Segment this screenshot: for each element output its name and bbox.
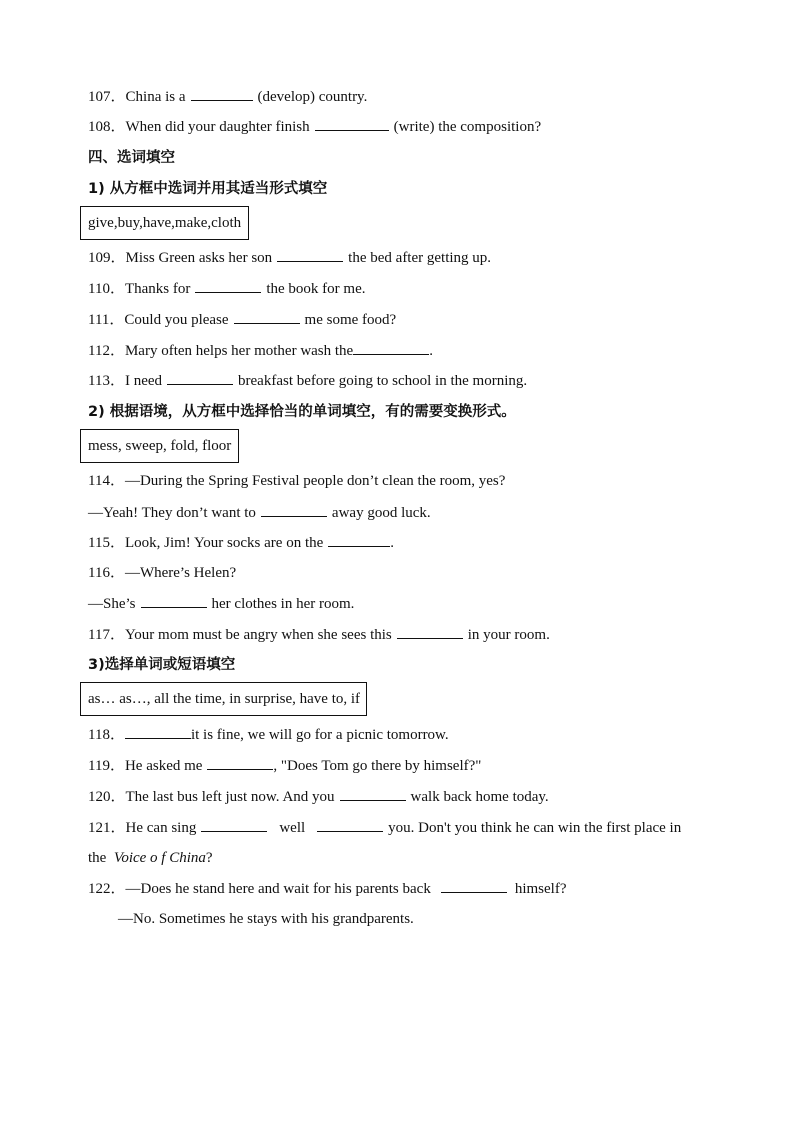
- question-number: 111．: [88, 312, 125, 328]
- question-118: [88, 724, 449, 745]
- question-text: He asked me: [124, 758, 203, 774]
- question-text: Miss Green asks her son: [125, 250, 273, 266]
- part-3-heading: 3)选择单词或短语填空: [88, 657, 236, 673]
- question-text: Mary often helps her mother wash the: [124, 343, 354, 359]
- question-text: He can sing: [125, 820, 197, 836]
- part-2-heading: 2) 根据语境，从方框中选择恰当的单词填空，有的需要变换形式。: [88, 404, 516, 420]
- question-text: the bed after getting up.: [348, 250, 492, 266]
- question-text: —Where’s Helen?: [124, 565, 237, 581]
- question-text: the book for me.: [266, 281, 366, 297]
- question-112: [88, 340, 433, 361]
- question-text: Look, Jim! Your socks are on the: [124, 535, 324, 551]
- question-text: breakfast before going to school in the morning.: [238, 373, 528, 389]
- question-number: 117．: [88, 627, 125, 643]
- part-1-heading: 1) 从方框中选词并用其适当形式填空: [88, 181, 328, 197]
- answer-blank[interactable]: [234, 309, 300, 324]
- question-text: (write) the composition?: [393, 119, 542, 135]
- answer-blank[interactable]: [141, 593, 207, 608]
- question-text: —She’s: [88, 596, 136, 612]
- question-121-continued: [88, 848, 213, 868]
- answer-blank[interactable]: [261, 502, 327, 517]
- question-111: [88, 309, 396, 330]
- question-text: in your room.: [467, 627, 550, 643]
- answer-blank[interactable]: [353, 340, 429, 355]
- question-number: 122．: [88, 881, 126, 897]
- question-text: —Yeah! They don’t want to: [88, 505, 256, 521]
- question-number: 114．: [88, 473, 125, 489]
- question-114-reply: [88, 502, 431, 523]
- question-text: I need: [124, 373, 163, 389]
- question-117: [88, 624, 550, 645]
- question-text: walk back home today.: [410, 789, 549, 805]
- question-number: 109．: [88, 250, 126, 266]
- answer-blank[interactable]: [441, 878, 507, 893]
- answer-blank[interactable]: [201, 817, 267, 832]
- question-number: 113．: [88, 373, 125, 389]
- question-120: [88, 786, 549, 807]
- question-number: 120．: [88, 789, 126, 805]
- question-text: .: [390, 535, 395, 551]
- question-number: 112．: [88, 343, 125, 359]
- answer-blank[interactable]: [195, 278, 261, 293]
- question-text: it is fine, we will go for a picnic tomorrow.: [190, 727, 449, 743]
- question-113: [88, 370, 527, 391]
- answer-blank[interactable]: [125, 724, 191, 739]
- question-text: away good luck.: [331, 505, 431, 521]
- part-2-word-box: mess, sweep, fold, floor: [80, 429, 239, 463]
- question-number: 121．: [88, 820, 126, 836]
- answer-blank[interactable]: [191, 86, 253, 101]
- answer-blank[interactable]: [317, 817, 383, 832]
- question-text: Could you please: [124, 312, 229, 328]
- question-number: 107．: [88, 89, 126, 105]
- question-116: [88, 563, 236, 583]
- question-number: 108．: [88, 119, 126, 135]
- question-number: 119．: [88, 758, 125, 774]
- question-number: 116．: [88, 565, 125, 581]
- part-3-word-box: as… as…, all the time, in surprise, have to, if: [80, 682, 367, 716]
- question-text: —Does he stand here and wait for his parents back: [125, 881, 431, 897]
- question-119: [88, 755, 481, 776]
- question-109: [88, 247, 491, 268]
- question-text: her clothes in her room.: [211, 596, 355, 612]
- question-text: you. Don't you think he can win the first place in: [388, 820, 682, 836]
- question-text: himself?: [514, 881, 567, 897]
- question-text: ?: [205, 850, 213, 866]
- question-text: Thanks for: [124, 281, 191, 297]
- question-107: [88, 86, 367, 107]
- question-115: [88, 532, 394, 553]
- question-122-reply: —No. Sometimes he stays with his grandparents.: [118, 911, 414, 927]
- question-number: 110．: [88, 281, 125, 297]
- question-116-reply: [88, 593, 354, 614]
- question-number: 115．: [88, 535, 125, 551]
- question-text: , "Does Tom go there by himself?": [273, 758, 482, 774]
- question-text: .: [429, 343, 433, 359]
- question-text: (develop) country.: [257, 89, 368, 105]
- answer-blank[interactable]: [315, 116, 389, 131]
- answer-blank[interactable]: [167, 370, 233, 385]
- question-number: 118．: [88, 727, 125, 743]
- answer-blank[interactable]: [207, 755, 273, 770]
- question-110: [88, 278, 366, 299]
- question-122: [88, 878, 567, 899]
- question-text: China is a: [125, 89, 186, 105]
- question-121: [88, 817, 681, 838]
- program-title: Voice o f China: [113, 850, 206, 866]
- question-text: The last bus left just now. And you: [125, 789, 335, 805]
- question-text: —During the Spring Festival people don’t clean the room, yes?: [124, 473, 506, 489]
- answer-blank[interactable]: [328, 532, 390, 547]
- part-1-word-box: give,buy,have,make,cloth: [80, 206, 249, 240]
- section-4-heading: 四、选词填空: [88, 150, 175, 166]
- question-114: [88, 471, 505, 491]
- question-text: Your mom must be angry when she sees this: [124, 627, 392, 643]
- question-text: me some food?: [304, 312, 397, 328]
- answer-blank[interactable]: [340, 786, 406, 801]
- question-108: [88, 116, 541, 137]
- question-text: When did your daughter finish: [125, 119, 310, 135]
- answer-blank[interactable]: [397, 624, 463, 639]
- answer-blank[interactable]: [277, 247, 343, 262]
- question-text: well: [279, 820, 306, 836]
- question-text: the: [88, 850, 107, 866]
